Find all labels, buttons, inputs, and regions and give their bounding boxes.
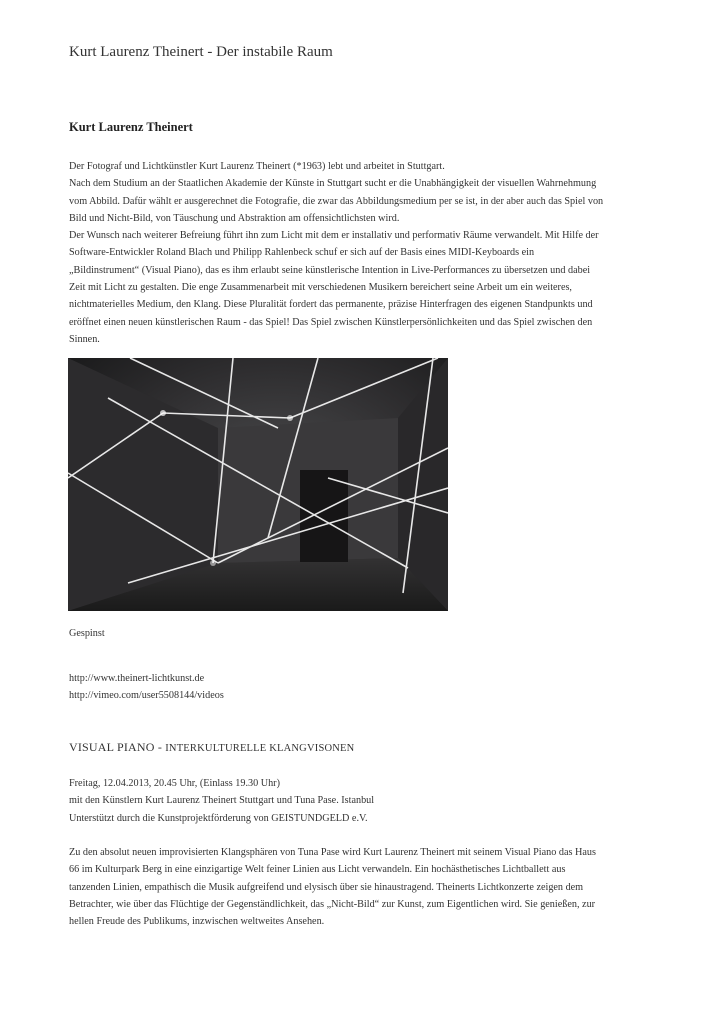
bio-line: Sinnen. (69, 333, 100, 345)
event-date: Freitag, 12.04.2013, 20.45 Uhr, (Einlass 19.30 Uhr) (69, 778, 280, 789)
bio-line: nichtmaterielles Medium, den Klang. Diese Pluralität fordert das permanente, präzise Hinterfragen des eigenen Standpunkts und (69, 299, 593, 311)
event-sponsor: Unterstützt durch die Kunstprojektförderung von GEISTUNDGELD e.V. (69, 812, 368, 824)
description-line: 66 im Kulturpark Berg in eine einzigartige Welt feiner Linien aus Licht verwandeln. Ein hochästhetisches Lichtballett aus (69, 864, 566, 876)
bio-line: eröffnet einen neuen künstlerischen Raum - das Spiel! Das Spiel zwischen Künstlerpersönlichkeiten und das Spiel zwischen den (69, 316, 593, 328)
bio-line: Der Fotograf und Lichtkünstler Kurt Laurenz Theinert (*1963) lebt und arbeitet in Stuttgart. (69, 161, 445, 172)
artist-bio (69, 158, 683, 348)
event-heading-prefix: VISUAL PIANO - (69, 740, 166, 754)
artwork-photo (68, 358, 448, 611)
event-info (69, 775, 683, 827)
description-line: hellen Freude des Publikums, inzwischen weltweites Ansehen. (69, 916, 325, 928)
bio-line: Software-Entwickler Roland Blach und Philipp Rahlenbeck schuf er sich auf der Basis eines MIDI-Keyboards ein (69, 247, 535, 259)
description-line: tanzenden Linien, empathisch die Musik aufgreifend und elysisch über sie hinaustragend. Theinerts Lichtkonzerte zeigen dem (69, 881, 584, 893)
artist-links (69, 670, 683, 705)
vimeo-link[interactable]: http://vimeo.com/user5508144/videos (69, 690, 224, 702)
bio-line: Der Wunsch nach weiterer Befreiung führt ihn zum Licht mit dem er installativ und performativ Räume verwandelt. Mit Hilfe der (69, 230, 599, 242)
event-heading-subtitle: INTERKULTURELLE KLANGVISONEN (165, 743, 355, 754)
website-link[interactable]: http://www.theinert-lichtkunst.de (69, 673, 205, 684)
artist-heading: Kurt Laurenz Theinert (69, 120, 193, 134)
event-description (69, 844, 683, 930)
description-line: Betrachter, wie über das Flüchtige der Gegenständlichkeit, das „Nicht-Bild“ zur Kunst, zum Eigentlichen wird. Sie genießen, zur (69, 898, 596, 910)
bio-line: Zeit mit Licht zu gestalten. Die enge Zusammenarbeit mit verschiedenen Musikern bereichert seine Arbeit um ein weiteres, (69, 282, 572, 294)
event-artists: mit den Künstlern Kurt Laurenz Theinert Stuttgart und Tuna Pase. Istanbul (69, 795, 375, 807)
event-heading (69, 740, 354, 755)
bio-line: „Bildinstrument“ (Visual Piano), das es ihm erlaubt seine künstlerische Intention in Live-Performances zu übersetzen und dabei (69, 264, 591, 276)
image-caption: Gespinst (69, 628, 105, 639)
page-title: Kurt Laurenz Theinert - Der instabile Raum (69, 44, 333, 60)
bio-line: Bild und Nicht-Bild, von Täuschung und Abstraktion am offensichtlichsten wird. (69, 212, 400, 224)
bio-line: vom Abbild. Dafür wählt er ausgerechnet die Fotografie, die zwar das Abbildungsmedium per se ist, in der aber auch das Spiel von (69, 195, 604, 207)
bio-line: Nach dem Studium an der Staatlichen Akademie der Künste in Stuttgart sucht er die Unabhängigkeit der visuellen Wahrnehmung (69, 178, 597, 190)
description-line: Zu den absolut neuen improvisierten Klangsphären von Tuna Pase wird Kurt Laurenz Theinert mit seinem Visual Piano das Haus (69, 847, 596, 858)
